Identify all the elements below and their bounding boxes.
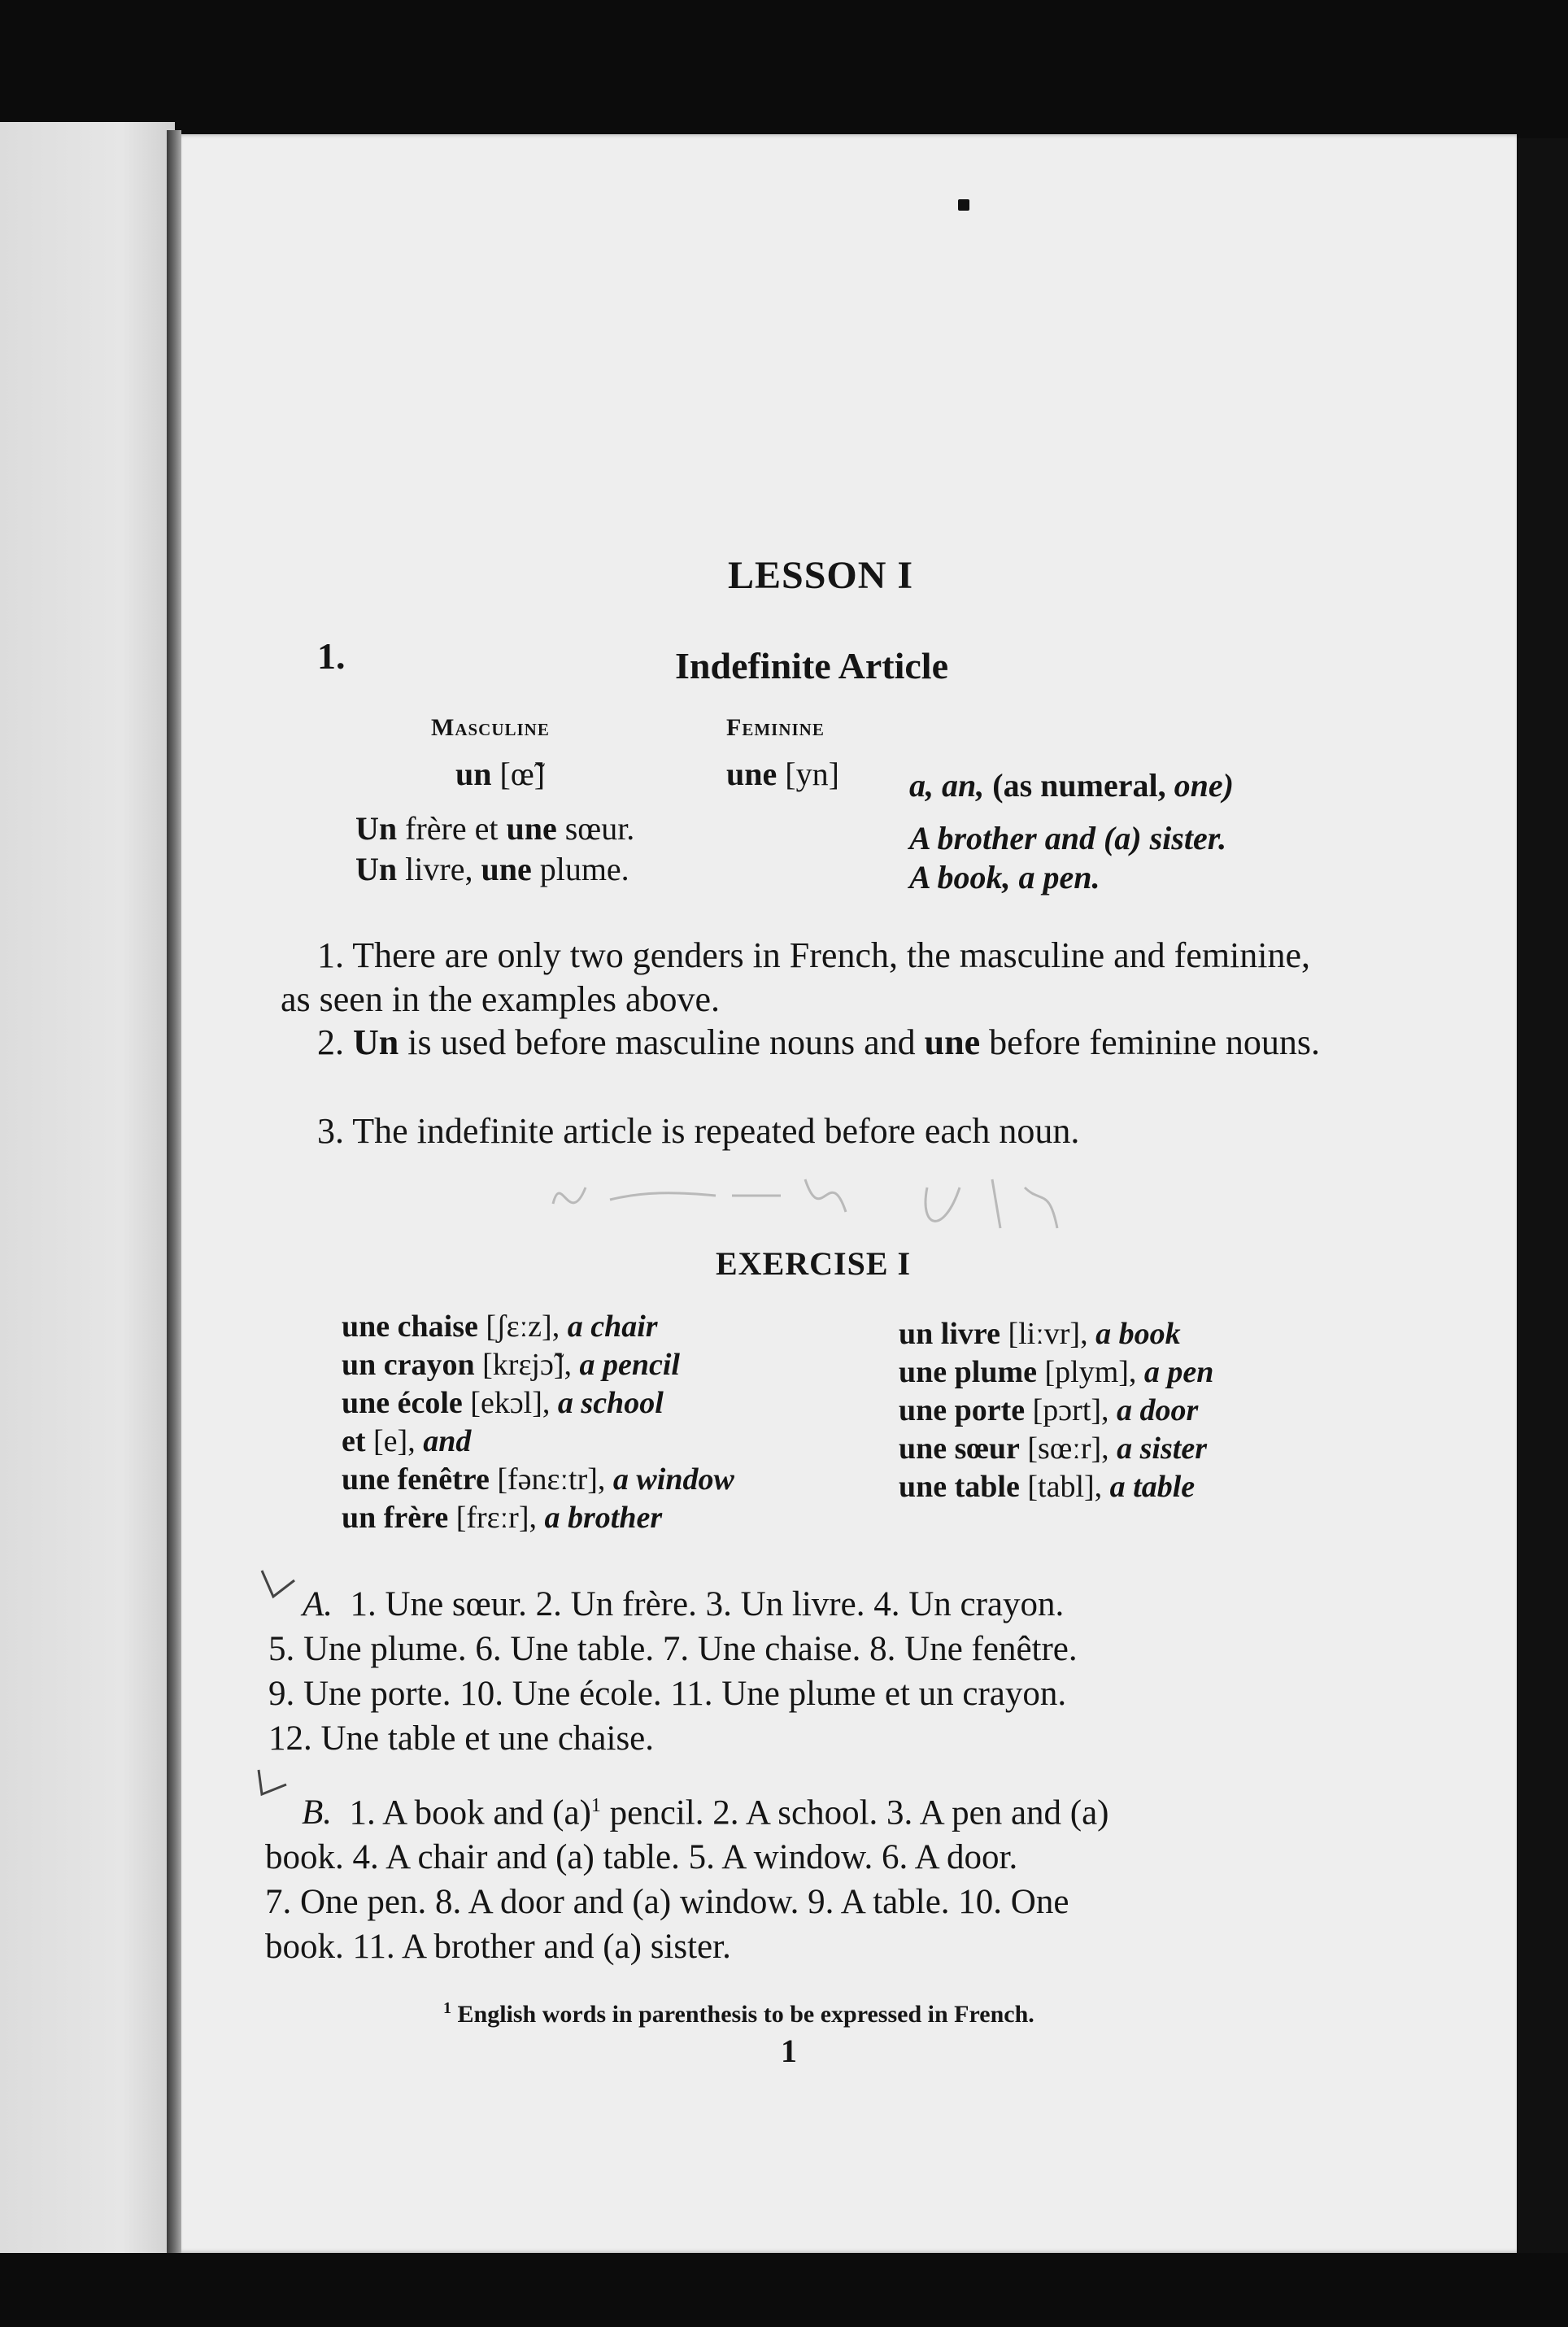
vocab-ipa: [plym],	[1036, 1355, 1144, 1389]
vocab-fr: un frère	[342, 1501, 449, 1535]
pencil-scribble	[537, 1155, 1074, 1244]
example-fr-2	[355, 850, 629, 888]
page-number: 1	[781, 2033, 797, 2069]
vocab-fr: une porte	[899, 1393, 1026, 1427]
vocab-en: a book	[1095, 1317, 1181, 1351]
exercise-title: EXERCISE I	[716, 1245, 912, 1282]
vocab-en: a brother	[544, 1501, 663, 1535]
masculine-label: Masculine	[431, 714, 550, 741]
vocab-item	[899, 1468, 1213, 1506]
fem-article-word: une	[726, 756, 777, 792]
vocab-right-list	[899, 1315, 1213, 1506]
vocab-en: and	[423, 1424, 472, 1458]
vocab-left-list	[342, 1308, 734, 1537]
example-en-2: A book, a pen.	[909, 859, 1100, 896]
vocab-item	[342, 1346, 734, 1384]
example-fr-1	[355, 809, 634, 848]
exercise-b-line	[265, 1784, 1109, 1835]
vocab-fr: un livre	[899, 1317, 1000, 1351]
example-en-1: A brother and (a) sister.	[909, 820, 1227, 856]
vocab-ipa: [sœːr],	[1019, 1431, 1117, 1466]
vocab-item	[899, 1392, 1213, 1430]
example-fr-1-word2: frère et	[397, 810, 507, 847]
masc-article-ipa: [œ̃]	[499, 756, 546, 792]
vocab-fr: une sœur	[899, 1431, 1020, 1466]
vocab-en: a window	[612, 1462, 734, 1497]
example-fr-2-word3: une	[481, 851, 532, 887]
footnote-ref: 1	[590, 1795, 601, 1816]
vocab-item	[342, 1423, 734, 1461]
vocab-en: a door	[1117, 1393, 1199, 1427]
vocab-item	[342, 1308, 734, 1346]
lesson-title: LESSON I	[728, 554, 914, 597]
fem-article-ipa: [yn]	[785, 756, 839, 792]
book-spine	[167, 130, 181, 2261]
vocab-item	[342, 1499, 734, 1537]
section-title: Indefinite Article	[675, 645, 948, 686]
example-fr-2-word2: livre,	[397, 851, 481, 887]
example-fr-1-word4: sœur.	[556, 810, 635, 847]
exercise-b-line: 7. One pen. 8. A door and (a) window. 9. A table. 10. One	[265, 1883, 1069, 1922]
vocab-fr: une fenêtre	[342, 1462, 490, 1497]
vocab-fr: un crayon	[342, 1348, 475, 1382]
vocab-fr: et	[342, 1424, 366, 1458]
note-2-part5: before feminine nouns.	[980, 1022, 1321, 1062]
vocab-en: a pen	[1143, 1355, 1214, 1389]
vocab-item	[899, 1353, 1213, 1392]
vocab-ipa: [frɛːr],	[448, 1501, 545, 1535]
facing-page-edge	[0, 122, 175, 2253]
vocab-item	[342, 1461, 734, 1499]
vocab-item	[342, 1384, 734, 1423]
note-2-part3: is used before masculine nouns and	[399, 1022, 925, 1062]
footnote	[443, 1999, 1034, 2028]
vocab-ipa: [fənɛːtr],	[489, 1462, 613, 1497]
vocab-en: a sister	[1117, 1431, 1207, 1466]
vocab-fr: une chaise	[342, 1309, 478, 1344]
masc-article	[455, 755, 545, 793]
vocab-ipa: [liːvr],	[1000, 1317, 1096, 1351]
note-2	[281, 1021, 1346, 1065]
exercise-b-text: 1. A book and (a)	[349, 1793, 591, 1832]
meaning-part-3: one)	[1174, 767, 1234, 804]
ink-mark	[958, 199, 969, 211]
vocab-ipa: [e],	[365, 1424, 424, 1458]
example-fr-2-word1: Un	[355, 851, 398, 887]
vocab-en: a chair	[567, 1309, 658, 1344]
vocab-en: a pencil	[579, 1348, 680, 1382]
exercise-a	[268, 1582, 1078, 1761]
vocab-fr: une table	[899, 1470, 1020, 1504]
vocab-en: a table	[1109, 1470, 1196, 1504]
footnote-text: English words in parenthesis to be expressed in French.	[451, 2001, 1034, 2028]
exercise-a-label: A.	[303, 1585, 333, 1623]
exercise-b-line: book. 11. A brother and (a) sister.	[265, 1928, 731, 1967]
example-fr-2-word4: plume.	[531, 851, 629, 887]
vocab-fr: une école	[342, 1386, 463, 1420]
vocab-ipa: [pɔrt],	[1025, 1393, 1117, 1427]
vocab-ipa: [tabl],	[1019, 1470, 1110, 1504]
vocab-ipa: [ʃɛːz],	[477, 1309, 568, 1344]
exercise-a-line	[268, 1582, 1078, 1627]
exercise-a-line: 9. Une porte. 10. Une école. 11. Une plume et un crayon.	[268, 1675, 1067, 1713]
fem-article	[726, 755, 839, 793]
vocab-en: a school	[557, 1386, 664, 1420]
scan-border-bottom	[0, 2253, 1568, 2327]
scan-border-top	[0, 0, 1568, 138]
feminine-label: Feminine	[726, 714, 825, 741]
example-fr-1-word1: Un	[355, 810, 398, 847]
article-meaning	[909, 766, 1234, 804]
exercise-b-label: B.	[302, 1793, 333, 1832]
note-3: 3. The indefinite article is repeated before each noun.	[317, 1111, 1080, 1151]
meaning-part-2: (as numeral,	[992, 767, 1166, 804]
exercise-a-line: 5. Une plume. 6. Une table. 7. Une chaise. 8. Une fenêtre.	[268, 1630, 1078, 1668]
example-fr-1-word3: une	[506, 810, 557, 847]
exercise-a-text: 1. Une sœur. 2. Un frère. 3. Un livre. 4. Un crayon.	[350, 1585, 1065, 1623]
note-1: 1. There are only two genders in French, the masculine and feminine, as seen in the examples above.	[281, 935, 1311, 1019]
note-2-part4: une	[924, 1022, 981, 1062]
exercise-b-text: pencil. 2. A school. 3. A pen and (a)	[600, 1793, 1109, 1832]
vocab-item	[899, 1315, 1213, 1353]
vocab-item	[899, 1430, 1213, 1468]
vocab-ipa: [krɛjɔ̃],	[474, 1348, 580, 1382]
section-number: 1.	[317, 635, 346, 677]
note-2-part1: 2.	[317, 1022, 353, 1062]
exercise-b-line: book. 4. A chair and (a) table. 5. A window. 6. A door.	[265, 1838, 1018, 1877]
exercise-b	[265, 1784, 1109, 1969]
masc-article-word: un	[455, 756, 492, 792]
meaning-part-1: a, an,	[909, 767, 985, 804]
exercise-a-line: 12. Une table et une chaise.	[268, 1719, 655, 1758]
vocab-fr: une plume	[899, 1355, 1037, 1389]
footnote-mark: 1	[443, 1999, 451, 2017]
vocab-ipa: [ekɔl],	[462, 1386, 558, 1420]
note-2-part2: Un	[353, 1022, 399, 1062]
